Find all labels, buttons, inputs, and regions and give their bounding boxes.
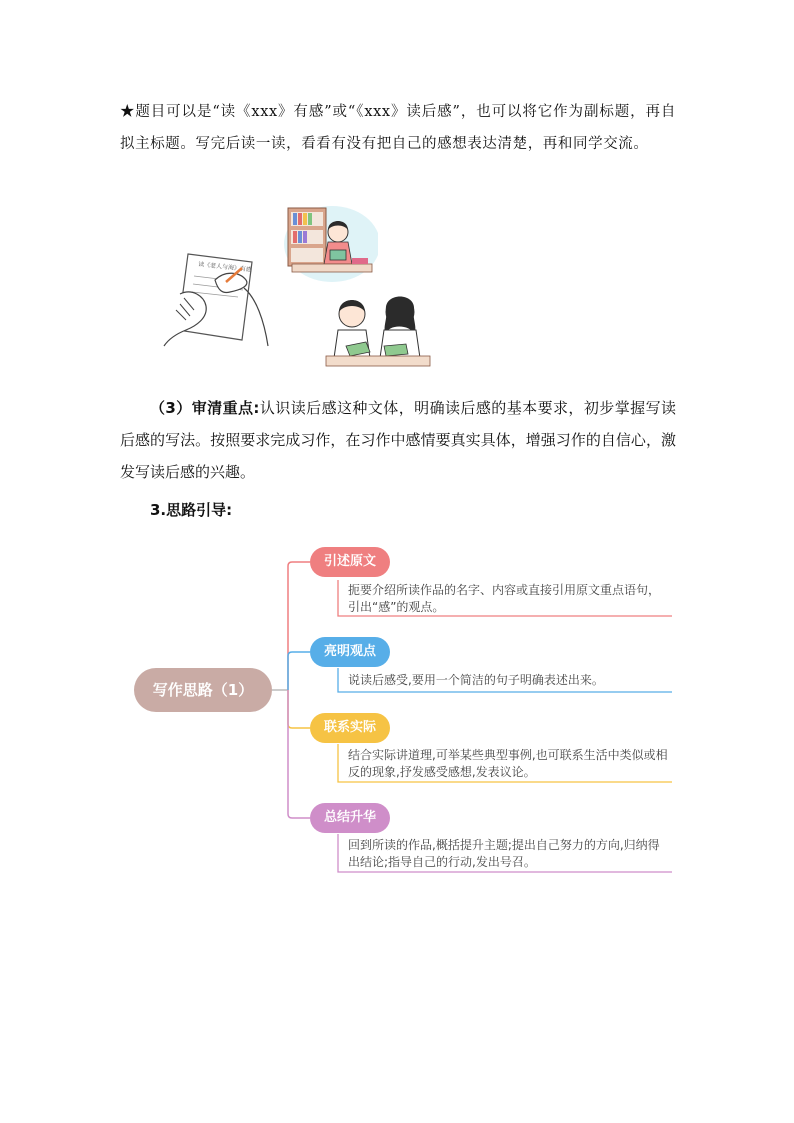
intro-text: 题目可以是“读《xxx》有感”或“《xxx》读后感”，也可以将它作为副标题，再自拟主标题。写完后读一读，看看有没有把自己的感想表达清楚，再和同学交流。 [120, 104, 676, 152]
star-icon: ★ [120, 104, 136, 120]
branch-tag-4: 总结升华 [310, 803, 390, 833]
branch-desc-1: 扼要介绍所读作品的名字、内容或直接引用原文重点语句，引出“感”的观点。 [348, 583, 661, 614]
branch-tag-1: 引述原文 [310, 547, 390, 577]
paper-title: 读《老人与海》有感 [197, 261, 253, 274]
branch-desc-3: 结合实际讲道理,可举某些典型事例,也可联系生活中类似或相反的现象,抒发感受感想,发表议论。 [348, 748, 668, 779]
branch-tag-2: 亮明观点 [310, 637, 390, 667]
connector-branch-2 [288, 652, 310, 690]
focus-paragraph [120, 392, 676, 488]
connector-branch-4 [288, 690, 310, 818]
guide-heading: 3.思路引导: [150, 501, 233, 519]
two-girls-reading-illustration [322, 288, 434, 370]
mindmap-root: 写作思路（1） [134, 668, 272, 712]
branch-desc-2: 说读后感受,要用一个简洁的句子明确表述出来。 [348, 673, 604, 687]
branch-tag-3: 联系实际 [310, 713, 390, 743]
writing-hands-illustration [160, 250, 280, 350]
connector-branch-3 [288, 690, 310, 728]
writing-ideas-mindmap [0, 540, 794, 900]
focus-text: 认识读后感这种文体，明确读后感的基本要求，初步掌握写读后感的写法。按照要求完成习作，在习作中感情要真实具体，增强习作的自信心，激发写读后感的兴趣。 [120, 399, 676, 481]
girl-reading-illustration [282, 202, 378, 284]
connector-branch-1 [288, 562, 310, 690]
branch-desc-4: 回到所读的作品,概括提升主题;提出自己努力的方向,归纳得出结论;指导自己的行动,发出号召。 [348, 838, 660, 869]
intro-paragraph [120, 96, 676, 160]
focus-label: （3）审清重点: [150, 399, 260, 417]
